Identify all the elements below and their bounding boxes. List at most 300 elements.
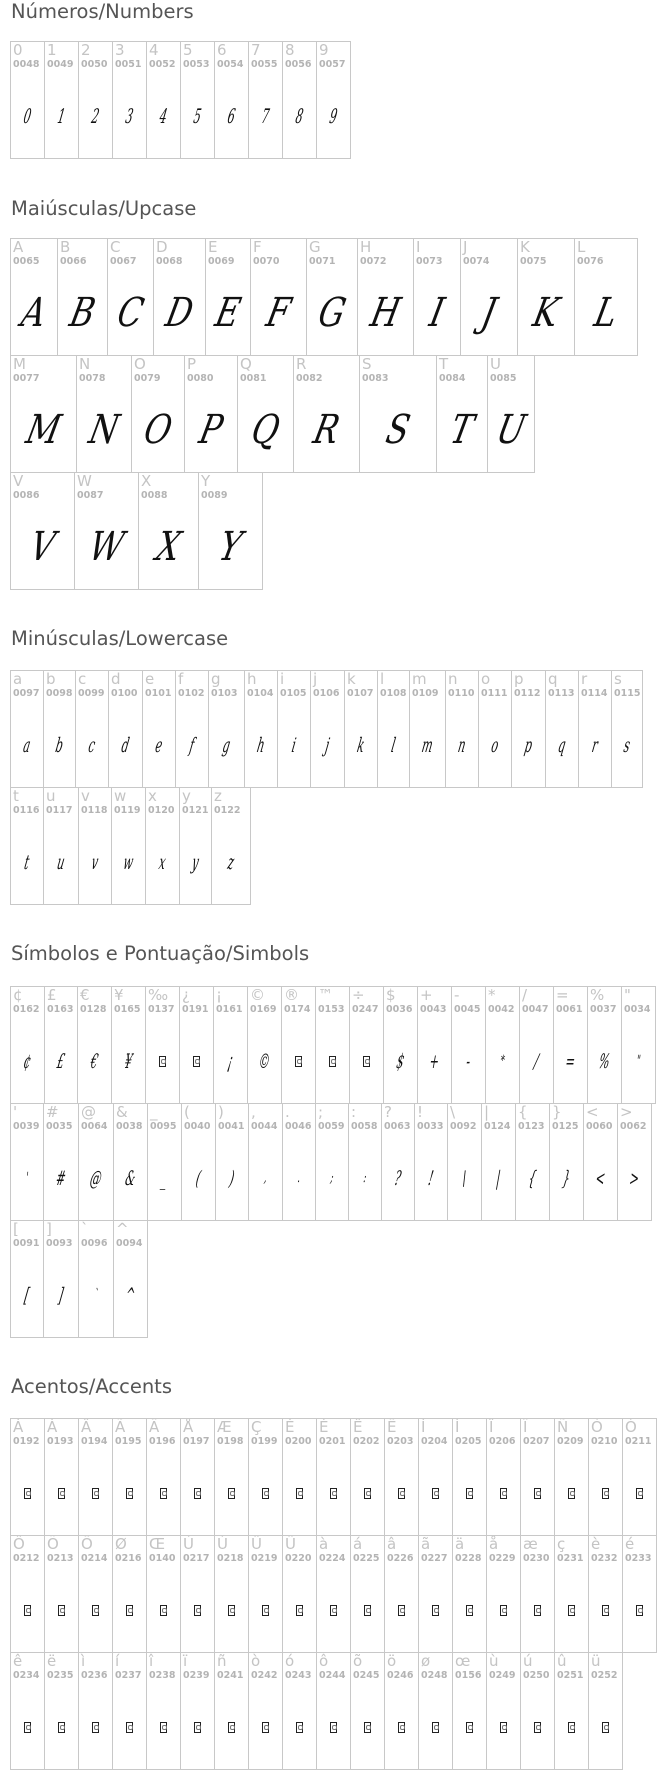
glyph-sample: d — [119, 733, 132, 757]
missing-glyph-icon — [147, 1685, 180, 1769]
missing-glyph-icon — [521, 1568, 554, 1652]
glyph-char-label: Ô — [13, 1535, 25, 1553]
glyph-code-label: 0213 — [47, 1553, 74, 1564]
glyph-char-label: M — [13, 355, 26, 373]
glyph-code-label: 0107 — [347, 688, 374, 699]
glyph-code-label: 0228 — [455, 1553, 482, 1564]
glyph-sample: e — [153, 733, 165, 757]
glyph-cell — [57, 238, 108, 356]
glyph-char-label: â — [387, 1535, 397, 1553]
glyph-char-label: ç — [557, 1535, 566, 1553]
glyph-sample: n — [456, 733, 468, 757]
glyph-code-label: 0204 — [421, 1436, 448, 1447]
missing-glyph-icon — [453, 1568, 486, 1652]
glyph-char-label: > — [620, 1103, 633, 1121]
glyph-char-label: P — [187, 355, 197, 373]
missing-glyph-icon — [623, 1568, 656, 1652]
glyph-cell — [515, 1103, 550, 1221]
glyph-sample: ? — [392, 1166, 404, 1190]
glyph-code-label: 0202 — [353, 1436, 380, 1447]
glyph-cell — [588, 1535, 623, 1653]
glyph-cell — [348, 1103, 382, 1221]
glyph-code-label: 0196 — [149, 1436, 176, 1447]
glyph-char-label: œ — [455, 1652, 471, 1670]
missing-glyph-icon — [11, 1685, 44, 1769]
glyph-sample: a — [21, 733, 33, 757]
glyph-char-label: í — [115, 1652, 120, 1670]
glyph-cell — [145, 787, 180, 905]
missing-glyph-icon — [113, 1568, 146, 1652]
glyph-cell — [282, 1652, 317, 1770]
glyph-cell — [418, 1418, 453, 1536]
glyph-cell — [436, 355, 488, 473]
glyph-cell — [248, 1418, 283, 1536]
glyph-cell — [545, 670, 579, 788]
glyph-char-label: ò — [251, 1652, 261, 1670]
glyph-cell — [113, 1103, 148, 1221]
glyph-char-label: < — [586, 1103, 599, 1121]
missing-glyph-icon — [317, 1568, 350, 1652]
glyph-code-label: 0216 — [115, 1553, 142, 1564]
glyph-cell — [131, 355, 185, 473]
missing-glyph-icon — [113, 1685, 146, 1769]
glyph-cell — [10, 787, 44, 905]
glyph-cell — [146, 41, 181, 159]
missing-glyph-icon — [316, 1019, 349, 1103]
glyph-cell — [381, 1103, 415, 1221]
glyph-cell — [511, 670, 546, 788]
glyph-cell — [205, 238, 251, 356]
section-title-symbols: Símbolos e Pontuação/Simbols — [11, 942, 310, 965]
glyph-cell — [147, 1103, 182, 1221]
glyph-sample: @ — [88, 1166, 104, 1190]
glyph-char-label: å — [489, 1535, 499, 1553]
glyph-char-label: € — [80, 986, 90, 1004]
glyph-cell — [414, 1103, 448, 1221]
glyph-cell — [10, 41, 45, 159]
glyph-code-label: 0250 — [523, 1670, 550, 1681]
glyph-cell — [452, 1652, 487, 1770]
glyph-code-label: 0077 — [13, 373, 40, 384]
glyph-cell — [247, 986, 282, 1104]
glyph-cell — [77, 986, 112, 1104]
glyph-char-label: ö — [387, 1652, 397, 1670]
glyph-char-label: C — [110, 238, 121, 256]
glyph-char-label: h — [247, 670, 257, 688]
glyph-char-label: @ — [81, 1103, 96, 1121]
glyph-code-label: 0191 — [182, 1004, 209, 1015]
glyph-code-label: 0100 — [111, 688, 138, 699]
glyph-cell — [481, 1103, 516, 1221]
glyph-sample: N — [85, 407, 123, 453]
glyph-char-label: Ø — [115, 1535, 127, 1553]
glyph-cell — [146, 1418, 181, 1536]
glyph-sample: v — [89, 850, 101, 874]
glyph-char-label: V — [13, 472, 24, 490]
glyph-char-label: Ë — [387, 1418, 397, 1436]
glyph-code-label: 0248 — [421, 1670, 448, 1681]
glyph-cell — [43, 1103, 79, 1221]
glyph-code-label: 0235 — [47, 1670, 74, 1681]
glyph-code-label: 0119 — [114, 805, 141, 816]
glyph-code-label: 0137 — [148, 1004, 175, 1015]
glyph-char-label: 0 — [13, 41, 23, 59]
glyph-cell — [349, 986, 384, 1104]
glyph-char-label: * — [488, 986, 496, 1004]
glyph-char-label: Ç — [251, 1418, 262, 1436]
glyph-cell — [282, 1418, 317, 1536]
glyph-sample: r — [590, 733, 600, 757]
glyph-cell — [277, 670, 311, 788]
glyph-cell — [10, 1103, 44, 1221]
glyph-sample: c — [86, 733, 98, 757]
glyph-char-label: 8 — [285, 41, 295, 59]
glyph-char-label: } — [552, 1103, 562, 1121]
glyph-char-label: ? — [384, 1103, 392, 1121]
glyph-code-label: 0060 — [586, 1121, 613, 1132]
glyph-code-label: 0239 — [183, 1670, 210, 1681]
glyph-sample: 8 — [293, 104, 306, 128]
glyph-code-label: 0062 — [620, 1121, 647, 1132]
glyph-char-label: õ — [353, 1652, 363, 1670]
glyph-cell — [316, 41, 351, 159]
glyph-code-label: 0214 — [81, 1553, 108, 1564]
glyph-sample: - — [464, 1049, 473, 1073]
glyph-char-label: \ — [450, 1103, 456, 1121]
glyph-cell — [180, 41, 215, 159]
glyph-cell — [293, 355, 360, 473]
glyph-cell — [350, 1652, 385, 1770]
glyph-sample: , — [263, 1170, 268, 1186]
glyph-cell — [486, 1418, 521, 1536]
glyph-code-label: 0117 — [46, 805, 73, 816]
missing-glyph-icon — [555, 1685, 588, 1769]
glyph-char-label: $ — [386, 986, 396, 1004]
glyph-cell — [10, 1418, 45, 1536]
glyph-char-label: Ï — [523, 1418, 528, 1436]
glyph-char-label: d — [111, 670, 121, 688]
glyph-code-label: 0080 — [187, 373, 214, 384]
glyph-code-label: 0210 — [591, 1436, 618, 1447]
glyph-cell — [10, 355, 77, 473]
glyph-cell — [214, 1535, 249, 1653]
glyph-cell — [10, 670, 44, 788]
glyph-char-label: Ê — [353, 1418, 363, 1436]
glyph-sample: k — [355, 733, 367, 757]
glyph-sample: 0 — [21, 104, 34, 128]
glyph-char-label: Î — [489, 1418, 494, 1436]
glyph-code-label: 0083 — [362, 373, 389, 384]
glyph-code-label: 0156 — [455, 1670, 482, 1681]
glyph-cell — [179, 787, 212, 905]
glyph-sample: : — [362, 1170, 368, 1186]
glyph-char-label: % — [590, 986, 605, 1004]
glyph-code-label: 0056 — [285, 59, 312, 70]
glyph-code-label: 0041 — [218, 1121, 245, 1132]
missing-glyph-icon — [45, 1685, 78, 1769]
missing-glyph-icon — [589, 1451, 622, 1535]
glyph-cell — [78, 1535, 113, 1653]
glyph-code-label: 0125 — [552, 1121, 579, 1132]
missing-glyph-icon — [351, 1685, 384, 1769]
glyph-cell — [478, 670, 512, 788]
glyph-code-label: 0071 — [309, 256, 336, 267]
glyph-cell — [316, 1535, 351, 1653]
glyph-code-label: 0211 — [625, 1436, 652, 1447]
glyph-code-label: 0050 — [81, 59, 108, 70]
section-title-accents: Acentos/Accents — [11, 1375, 172, 1398]
glyph-code-label: 0193 — [47, 1436, 74, 1447]
glyph-sample: B — [65, 290, 100, 336]
glyph-sample: = — [563, 1049, 578, 1073]
glyph-char-label: r — [581, 670, 588, 688]
glyph-char-label: é — [625, 1535, 635, 1553]
glyph-cell — [74, 472, 139, 590]
glyph-code-label: 0195 — [115, 1436, 142, 1447]
glyph-sample: Y — [215, 524, 246, 570]
glyph-char-label: Å — [183, 1418, 194, 1436]
glyph-code-label: 0058 — [351, 1121, 378, 1132]
missing-glyph-icon — [283, 1451, 316, 1535]
section-title-numbers: Números/Numbers — [11, 0, 194, 23]
glyph-code-label: 0102 — [178, 688, 205, 699]
missing-glyph-icon — [283, 1685, 316, 1769]
glyph-cell — [43, 1220, 79, 1338]
glyph-code-label: 0226 — [387, 1553, 414, 1564]
glyph-sample: m — [420, 733, 435, 757]
glyph-sample: { — [526, 1166, 539, 1190]
glyph-code-label: 0198 — [217, 1436, 244, 1447]
glyph-char-label: n — [448, 670, 458, 688]
glyph-cell — [554, 1652, 589, 1770]
glyph-char-label: T — [439, 355, 449, 373]
glyph-char-label: Æ — [217, 1418, 232, 1436]
glyph-code-label: 0073 — [416, 256, 443, 267]
glyph-cell — [578, 670, 612, 788]
glyph-char-label: v — [81, 787, 90, 805]
missing-glyph-icon — [215, 1451, 248, 1535]
missing-glyph-icon — [113, 1451, 146, 1535]
glyph-char-label: x — [148, 787, 157, 805]
glyph-cell — [418, 1535, 453, 1653]
glyph-code-label: 0074 — [463, 256, 490, 267]
glyph-cell — [112, 41, 147, 159]
glyph-char-label: ÷ — [352, 986, 365, 1004]
glyph-cell — [281, 986, 316, 1104]
glyph-cell — [587, 986, 622, 1104]
glyph-code-label: 0108 — [380, 688, 407, 699]
glyph-code-label: 0113 — [548, 688, 575, 699]
glyph-char-label: £ — [47, 986, 57, 1004]
glyph-code-label: 0197 — [183, 1436, 210, 1447]
glyph-sample: 7 — [259, 104, 272, 128]
glyph-cell — [617, 1103, 652, 1221]
glyph-char-label: 1 — [47, 41, 57, 59]
glyph-char-label: 2 — [81, 41, 91, 59]
glyph-cell — [447, 1103, 482, 1221]
glyph-code-label: 0040 — [184, 1121, 211, 1132]
glyph-cell — [214, 41, 249, 159]
glyph-code-label: 0034 — [624, 1004, 651, 1015]
glyph-char-label: . — [285, 1103, 290, 1121]
glyph-code-label: 0092 — [450, 1121, 477, 1132]
missing-glyph-icon — [419, 1685, 452, 1769]
glyph-cell — [306, 238, 358, 356]
glyph-sample: M — [22, 407, 65, 453]
glyph-cell — [237, 355, 294, 473]
glyph-char-label: 5 — [183, 41, 193, 59]
glyph-code-label: 0068 — [156, 256, 183, 267]
glyph-char-label: A — [13, 238, 24, 256]
missing-glyph-icon — [623, 1451, 656, 1535]
glyph-char-label: É — [319, 1418, 329, 1436]
glyph-sample: G — [314, 290, 350, 336]
glyph-char-label: Â — [81, 1418, 92, 1436]
missing-glyph-icon — [385, 1568, 418, 1652]
glyph-char-label: 4 — [149, 41, 159, 59]
glyph-char-label: | — [484, 1103, 490, 1121]
glyph-code-label: 0053 — [183, 59, 210, 70]
glyph-char-label: ü — [591, 1652, 601, 1670]
glyph-code-label: 0047 — [522, 1004, 549, 1015]
glyph-code-label: 0086 — [13, 490, 40, 501]
missing-glyph-icon — [419, 1451, 452, 1535]
glyph-sample: £ — [55, 1049, 67, 1073]
glyph-sample: 1 — [55, 104, 68, 128]
glyph-code-label: 0085 — [490, 373, 517, 384]
glyph-char-label: ï — [183, 1652, 188, 1670]
glyph-sample: P — [195, 407, 227, 453]
glyph-code-label: 0206 — [489, 1436, 516, 1447]
glyph-char-label: Ì — [421, 1418, 426, 1436]
glyph-cell — [10, 238, 58, 356]
missing-glyph-icon — [351, 1568, 384, 1652]
glyph-cell — [621, 986, 656, 1104]
glyph-cell — [486, 1535, 521, 1653]
glyph-char-label: : — [351, 1103, 357, 1121]
glyph-cell — [180, 1418, 215, 1536]
glyph-sample: X — [152, 524, 185, 570]
glyph-char-label: ` — [81, 1220, 89, 1238]
glyph-code-label: 0219 — [251, 1553, 278, 1564]
glyph-code-label: 0106 — [313, 688, 340, 699]
glyph-code-label: 0044 — [251, 1121, 278, 1132]
glyph-char-label: Û — [251, 1535, 262, 1553]
glyph-cell — [44, 1652, 79, 1770]
glyph-cell — [384, 1535, 419, 1653]
glyph-char-label: Ã — [115, 1418, 126, 1436]
glyph-cell — [250, 238, 307, 356]
glyph-char-label: ã — [421, 1535, 431, 1553]
glyph-sample: ) — [227, 1166, 237, 1190]
glyph-code-label: 0103 — [211, 688, 238, 699]
glyph-char-label: O — [134, 355, 146, 373]
glyph-sample: y — [190, 850, 201, 874]
glyph-code-label: 0111 — [481, 688, 508, 699]
glyph-sample: 5 — [191, 104, 204, 128]
section-title-lowercase: Minúsculas/Lowercase — [11, 627, 229, 650]
glyph-code-label: 0192 — [13, 1436, 40, 1447]
glyph-cell — [112, 1535, 147, 1653]
glyph-cell — [418, 1652, 453, 1770]
glyph-char-label: À — [13, 1418, 24, 1436]
glyph-char-label: a — [13, 670, 23, 688]
glyph-cell — [138, 472, 199, 590]
glyph-cell — [10, 986, 45, 1104]
glyph-code-label: 0095 — [150, 1121, 177, 1132]
glyph-code-label: 0070 — [253, 256, 280, 267]
glyph-cell — [487, 355, 535, 473]
glyph-code-label: 0116 — [13, 805, 40, 816]
glyph-cell — [214, 1652, 249, 1770]
glyph-sample: j — [323, 733, 332, 757]
glyph-sample: H — [366, 290, 405, 336]
glyph-cell — [520, 1535, 555, 1653]
glyph-cell — [10, 1652, 45, 1770]
glyph-char-label: I — [416, 238, 421, 256]
glyph-code-label: 0217 — [183, 1553, 210, 1564]
glyph-cell — [78, 787, 112, 905]
glyph-code-label: 0110 — [448, 688, 475, 699]
glyph-code-label: 0099 — [78, 688, 105, 699]
glyph-code-label: 0165 — [114, 1004, 141, 1015]
glyph-code-label: 0242 — [251, 1670, 278, 1681]
glyph-char-label: i — [280, 670, 285, 688]
glyph-sample: % — [597, 1049, 612, 1073]
glyph-code-label: 0036 — [386, 1004, 413, 1015]
glyph-sample: 3 — [123, 104, 136, 128]
glyph-cell — [417, 986, 452, 1104]
glyph-char-label: ( — [184, 1103, 190, 1121]
glyph-sample: u — [55, 850, 67, 874]
glyph-sample: o — [489, 733, 501, 757]
glyph-code-label: 0097 — [13, 688, 40, 699]
glyph-code-label: 0112 — [514, 688, 541, 699]
glyph-char-label: # — [46, 1103, 59, 1121]
glyph-code-label: 0236 — [81, 1670, 108, 1681]
glyph-code-label: 0161 — [216, 1004, 243, 1015]
glyph-cell — [316, 1418, 351, 1536]
glyph-code-label: 0174 — [284, 1004, 311, 1015]
glyph-code-label: 0230 — [523, 1553, 550, 1564]
glyph-code-label: 0072 — [360, 256, 387, 267]
glyph-cell — [588, 1652, 623, 1770]
glyph-char-label: l — [380, 670, 385, 688]
glyph-sample: ; — [329, 1170, 335, 1186]
glyph-code-label: 0067 — [110, 256, 137, 267]
glyph-cell — [384, 1418, 419, 1536]
glyph-cell — [111, 986, 146, 1104]
glyph-sample: 6 — [225, 104, 238, 128]
glyph-char-label: E — [208, 238, 218, 256]
glyph-sample: & — [123, 1166, 138, 1190]
missing-glyph-icon — [589, 1568, 622, 1652]
missing-glyph-icon — [180, 1019, 213, 1103]
glyph-sample: _ — [159, 1166, 170, 1190]
glyph-cell — [377, 670, 410, 788]
glyph-char-label: G — [309, 238, 321, 256]
glyph-cell — [211, 787, 251, 905]
missing-glyph-icon — [521, 1451, 554, 1535]
glyph-char-label: ë — [47, 1652, 57, 1670]
glyph-cell — [517, 238, 575, 356]
glyph-code-label: 0096 — [81, 1238, 108, 1249]
glyph-char-label: " — [624, 986, 631, 1004]
glyph-cell — [108, 670, 143, 788]
missing-glyph-icon — [487, 1451, 520, 1535]
glyph-cell — [520, 1652, 555, 1770]
glyph-char-label: Ü — [285, 1535, 296, 1553]
